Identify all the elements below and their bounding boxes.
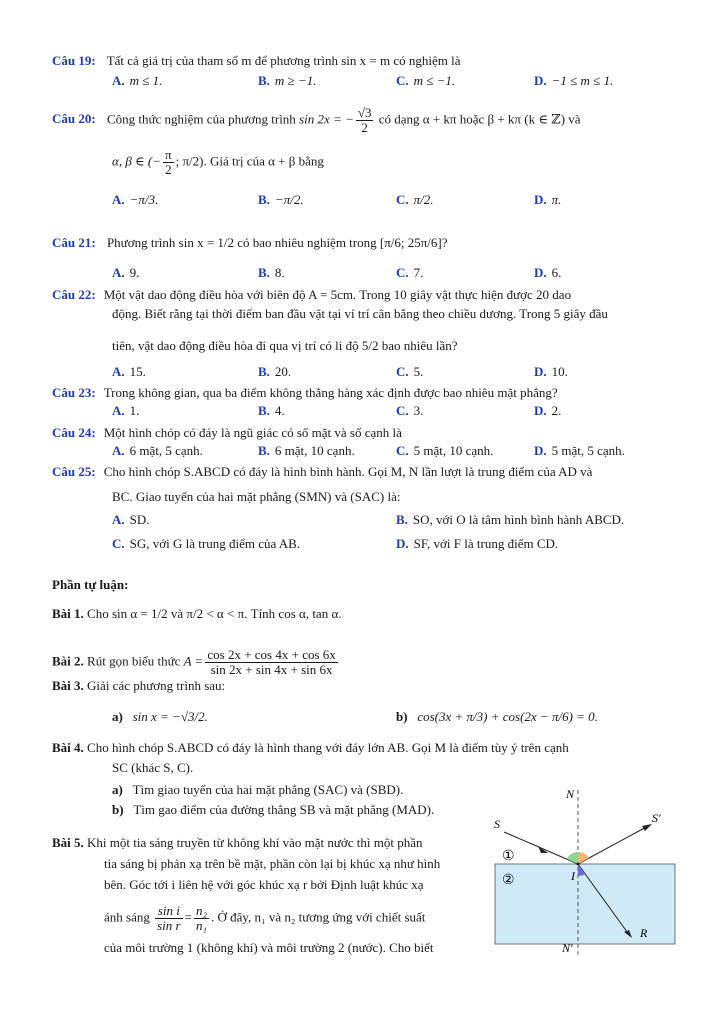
question-20-cont: α, β ∈ (− $\frac{\pi}{2}$ ; π/2). Giá trị của α + β bằng	[112, 147, 324, 177]
option-c: C. m ≤ −1.	[396, 73, 456, 88]
question-24	[52, 424, 674, 442]
reflected-arrow	[642, 824, 652, 831]
exercise-4a: a) Tìm giao tuyến của hai mặt phẳng (SAC) và (SBD).	[112, 782, 404, 797]
fraction: $\frac{\text{sin i}}{\text{sin r}}$	[157, 903, 181, 933]
question-number: Câu 25:	[52, 464, 96, 479]
refraction-diagram	[490, 780, 680, 960]
option-b: B. 4.	[258, 403, 285, 418]
option-c: C. 5 mặt, 10 cạnh.	[396, 443, 494, 458]
question-22-line3: tiên, vật dao động điều hòa đi qua vị trí có li độ 5/2 bao nhiêu lần?	[112, 338, 458, 353]
incident-ray	[504, 832, 578, 864]
question-text: Cho hình chóp S.ABCD có đáy là hình bình hành. Gọi M, N lần lượt là trung điểm của AD và	[103, 464, 593, 479]
equation: sin 2x = −	[299, 111, 354, 127]
question-text: Công thức nghiệm của phương trình	[106, 111, 296, 127]
option-b: B. −π/2.	[258, 192, 304, 207]
option-a: A. SD.	[112, 512, 150, 527]
exercise-3: Bài 3. Giải các phương trình sau:	[52, 678, 226, 693]
exercise-5-line2: tia sáng bị phản xạ trên bề mặt, phần còn lại bị khúc xạ như hình	[104, 856, 441, 871]
label-R: R	[640, 926, 648, 940]
water-region	[495, 864, 675, 944]
exercise-5-line3: bên. Góc tới i liên hệ với góc khúc xạ r bởi Định luật khúc xạ	[104, 877, 424, 892]
option-d: D. −1 ≤ m ≤ 1.	[534, 73, 614, 88]
label-medium-2: ②	[502, 873, 515, 888]
question-23	[52, 384, 674, 402]
question-19	[52, 52, 674, 70]
label-N: N	[566, 787, 575, 801]
option-d: D. π.	[534, 192, 562, 207]
question-number: Câu 19:	[52, 53, 96, 68]
incidence-angle-arc	[567, 852, 578, 864]
option-a: A. −π/3.	[112, 192, 159, 207]
fraction: $\frac{\cos 2x + \cos 4x + \cos 6x}{\sin 2x + \sin 4x + \sin 6x}$	[207, 647, 336, 677]
question-text: Tất cả giá trị của tham số m để phương trình sin x = m có nghiệm là	[106, 53, 461, 68]
label-medium-1: ①	[502, 849, 515, 864]
exercise-5-line5: của môi trường 1 (không khí) và môi trường 2 (nước). Cho biết	[104, 940, 434, 955]
option-d: D. 6.	[534, 265, 562, 280]
option-c: C. 3.	[396, 403, 424, 418]
question-number: Câu 22:	[52, 287, 96, 302]
exercise-4-line2: SC (khác S, C).	[112, 760, 194, 775]
option-a: A. 1.	[112, 403, 140, 418]
exercise-4b: b) Tìm gao điểm của đường thẳng SB và mặt phẳng (MAD).	[112, 802, 435, 817]
question-text: Phương trình sin x = 1/2 có bao nhiêu nghiệm trong [π/6; 25π/6]?	[106, 235, 448, 250]
option-c: C. SG, với G là trung điểm của AB.	[112, 536, 301, 551]
reflection-angle-arc	[578, 852, 589, 864]
exercise-4: Bài 4. Cho hình chóp S.ABCD có đáy là hình thang với đáy lớn AB. Gọi M là điểm tùy ý trên cạnh	[52, 740, 569, 755]
option-d: D. 10.	[534, 364, 568, 379]
fraction: $\frac{\text{n₂}}{\text{n₁}}$	[195, 903, 207, 933]
option-c: C. 5.	[396, 364, 424, 379]
question-text: có dạng α + kπ hoặc β + kπ (k ∈ ℤ) và	[378, 111, 581, 127]
option-b: B. m ≥ −1.	[258, 73, 317, 88]
option-a: A. 9.	[112, 265, 140, 280]
fraction: $\frac{\pi}{2}$	[165, 147, 172, 177]
exercise-2: Bài 2. Rút gọn biểu thức A = $\frac{\cos 2x + \cos 4x + \cos 6x}{\sin 2x + \sin 4x + \sin 6x}$	[52, 647, 336, 677]
option-a: A. m ≤ 1.	[112, 73, 163, 88]
label-S-prime: S′	[652, 811, 661, 825]
option-a: A. 15.	[112, 364, 146, 379]
exercise-1: Bài 1. Cho sin α = 1/2 và π/2 < α < π. Tính cos α, tan α.	[52, 606, 342, 621]
option-c: C. 7.	[396, 265, 424, 280]
option-a: A. 6 mặt, 5 cạnh.	[112, 443, 203, 458]
label-N-prime: N′	[562, 941, 573, 955]
exercise-3b: b) cos(3x + π/3) + cos(2x − π/6) = 0.	[396, 709, 598, 724]
option-c: C. π/2.	[396, 192, 434, 207]
question-22-line2: động. Biết rằng tại thời điểm ban đầu vật tại ví trí cân bằng theo chiều dương. Trong 5 giây đầu	[112, 306, 608, 321]
exercise-5-line4: ánh sáng $\frac{\text{sin i}}{\text{sin r}}$ = $\frac{\text{n₂}}{\text{n₁}}$ . Ở đây, n₁ và n₂ tương ứng với chiết suất	[104, 903, 426, 933]
question-number: Câu 24:	[52, 425, 96, 440]
question-number: Câu 23:	[52, 385, 96, 400]
option-b: B. 8.	[258, 265, 285, 280]
fraction: $\frac{√3}{2}$	[357, 105, 372, 135]
option-b: B. SO, với O là tâm hình bình hành ABCD.	[396, 512, 625, 527]
question-25	[52, 463, 592, 481]
question-text: Trong không gian, qua ba điểm không thẳng hàng xác định được bao nhiêu mặt phẳng?	[103, 385, 558, 400]
option-d: D. 2.	[534, 403, 562, 418]
option-b: B. 20.	[258, 364, 292, 379]
question-20	[52, 106, 581, 135]
label-S: S	[494, 817, 500, 831]
question-22	[52, 286, 571, 304]
exercise-3a: a) sin x = −√3/2.	[112, 709, 208, 724]
label-I: I	[571, 869, 575, 883]
question-number: Câu 20:	[52, 111, 96, 127]
question-21	[52, 234, 674, 252]
section-title: Phần tự luận:	[52, 577, 129, 592]
option-b: B. 6 mặt, 10 cạnh.	[258, 443, 355, 458]
question-text: Một hình chóp có đáy là ngũ giác có số mặt và số cạnh là	[103, 425, 402, 440]
option-d: D. SF, với F là trung điểm CD.	[396, 536, 559, 551]
reflected-ray	[578, 825, 650, 864]
question-25-line2: BC. Giao tuyến của hai mặt phẳng (SMN) và (SAC) là:	[112, 489, 401, 504]
question-text: Một vật dao động điều hòa với biên độ A = 5cm. Trong 10 giây vật thực hiện được 20 dao	[103, 287, 572, 302]
exercise-5: Bài 5. Khi một tia sáng truyền từ không khí vào mặt nước thì một phần	[52, 835, 423, 850]
question-number: Câu 21:	[52, 235, 96, 250]
option-d: D. 5 mặt, 5 cạnh.	[534, 443, 625, 458]
